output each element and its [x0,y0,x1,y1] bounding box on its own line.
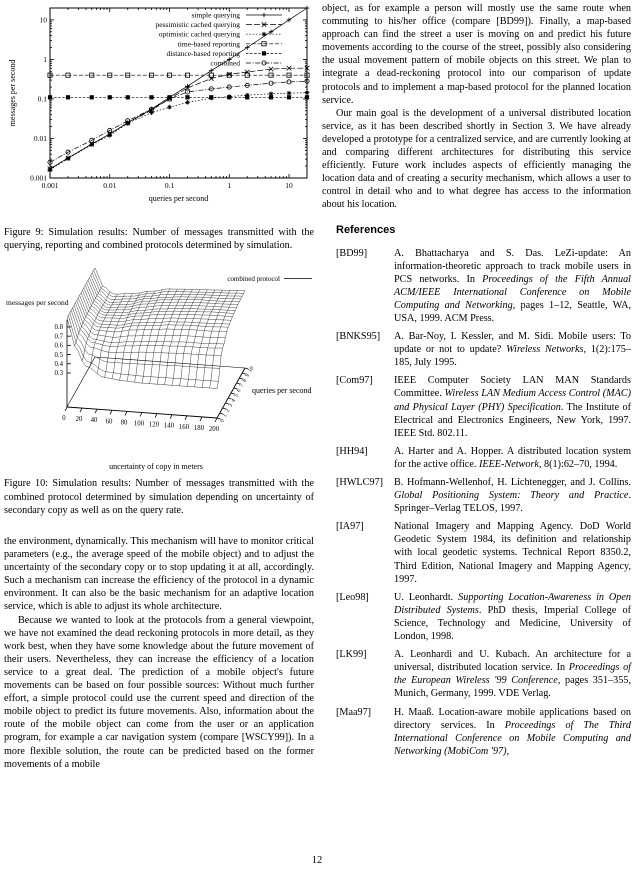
svg-text:combined: combined [210,58,240,68]
svg-text:messages per second: messages per second [6,298,69,308]
svg-text:200: 200 [208,426,220,434]
reference-text: A. Bar-Noy, I. Kessler, and M. Sidi. Mobile users: To update or not to update? Wireless Networks, 1(2):175–185, July 1995. [394,331,631,369]
left-column [4,0,314,771]
reference-label: [BD99] [336,247,368,259]
reference-label: [LK99] [336,649,367,661]
reference-label: [Leo98] [336,591,369,603]
svg-text:1: 1 [227,181,232,190]
svg-text:0.3: 0.3 [54,370,63,378]
svg-text:1: 1 [222,413,229,420]
svg-text:10: 10 [285,181,293,190]
svg-text:6: 6 [236,388,243,395]
svg-text:7: 7 [238,383,246,390]
svg-text:pessimistic cached querying: pessimistic cached querying [155,20,240,30]
svg-text:20: 20 [75,416,83,424]
references-list [322,247,631,758]
reference-label: [Maa97] [336,706,372,718]
right-column [322,2,631,763]
svg-text:140: 140 [163,423,175,431]
svg-text:0: 0 [219,418,226,425]
paragraph: the environment, dynamically. This mechanism will have to monitor critical parameters (e.g., the average speed of the mobile object) and to adjust the uncertainty of the secondary copy or to stop updating it at all, accordingly. Such a mechanism can increase the efficiency of the protocol in a dynamic environment. It can also be the basic mechanism for an adaptive location service, which is able to adjust its whole architecture. [4,536,314,613]
svg-text:8: 8 [241,378,249,385]
svg-text:0.1: 0.1 [37,94,47,104]
svg-text:160: 160 [178,424,190,432]
svg-text:1: 1 [43,55,47,65]
svg-text:time-based reporting: time-based reporting [177,39,240,49]
svg-text:5: 5 [233,393,240,400]
svg-text:0.7: 0.7 [54,333,63,341]
svg-text:0: 0 [62,415,66,423]
reference-entry [336,520,631,585]
svg-text:0.01: 0.01 [33,134,47,144]
svg-text:60: 60 [105,418,113,426]
reference-entry [336,648,631,700]
reference-label: [IA97] [336,521,364,533]
fig9-caption: Figure 9: Simulation results: Number of messages transmitted with the querying, reporting and combined protocols determined by simulation. [4,227,314,252]
reference-label: [HWLC97] [336,477,383,488]
svg-text:9: 9 [244,373,251,380]
svg-text:0.01: 0.01 [103,181,117,190]
svg-text:10: 10 [39,15,47,25]
reference-entry [336,247,631,326]
reference-text: A. Leonhardi and U. Kubach. An architecture for a universal, distributed location service. In Proceedings of the European Wireless '99 Conference, pages 351–355, Munich, Germany, 1999. VDE Verlag. [394,649,631,700]
reference-entry [336,445,631,471]
svg-text:distance-based reporting: distance-based reporting [166,48,240,58]
svg-text:0.6: 0.6 [54,342,63,350]
reference-entry [336,374,631,439]
svg-text:queries per second: queries per second [252,386,312,396]
svg-text:0.001: 0.001 [30,173,47,183]
references-heading: References [336,223,396,236]
svg-text:2: 2 [224,408,232,415]
paragraph: Because we wanted to look at the protocols from a general viewpoint, we have not examined the dead reckoning protocols in more detail, as they work best, when they have some knowledge about the future movement of their users. Nevertheless, they can increase the efficiency of a location service to a great deal. The prediction of a mobile object's future movements can be based on four possible sources: Without much further effort, a simple protocol could use the current speed and direction of the mobile object to predict its future movements. Also, information about the route of the mobile object can come from the user or an application program, for example a car navigation system (compare [WSCY99]). In a more flexible solution, the route can be predicted based on the former movements of a mobile [4,614,314,770]
svg-text:combined protocol: combined protocol [227,275,280,284]
svg-text:0.4: 0.4 [54,361,63,369]
svg-text:120: 120 [148,422,160,430]
svg-text:0.5: 0.5 [54,352,63,360]
fig10-surface-chart [4,268,314,473]
svg-text:100: 100 [133,420,145,428]
reference-text: B. Hofmann-Wellenhof, H. Lichtenegger, and J. Collins. Global Positioning System: Theory and Practice. Springer–Verlag TELOS, 1997. [394,477,631,515]
svg-text:10: 10 [247,366,256,375]
reference-label: [Com97] [336,375,373,387]
svg-text:0.1: 0.1 [164,181,175,190]
reference-text: IEEE Computer Society LAN MAN Standards Committee. Wireless LAN Medium Access Control (MAC) and Physical Layer (PHY) Specification. The Institute of Electrical and Electronics Engineers, New York, 1997. IEEE Std. 802.11. [394,375,632,439]
left-body-text [4,535,314,771]
reference-text: A. Harter and A. Hopper. A distributed location system for the active office. IEEE-Network, 8(1):62–70, 1994. [394,445,631,470]
svg-text:queries per second: queries per second [148,194,209,203]
paragraph: object, as for example a person will mostly use the same route when commuting to his/her office (compare [BD99]). Finally, a map-based approach can find the street a user is moving on and predict his future movements according to the course of the street, possibly also considering the usual movement pattern of mobile objects on this street. We plan to integrate a dead-reckoning protocol into our comparison of update protocols and to implement a map-based protocol for the planned location service. [322,3,631,106]
svg-text:uncertainty of copy in meters: uncertainty of copy in meters [109,462,203,472]
svg-text:0.001: 0.001 [41,181,59,190]
paragraph: Our main goal is the development of a universal distributed location service, as it has been described shortly in Section 3. We have already developed a prototype for a centralized service, and are currently looking at and comparing different architectures for distributing this service efficiently. Future work includes aspects of efficiently managing the location data and of creating a security mechanism, which allows a user to control in detail who and to what degree has access to the information about his location. [322,107,631,211]
reference-text: H. Maaß. Location-aware mobile applications based on directory services. In Proceedings of The Third International Conference on Mobile Computing and Networking (MobiCom '97), [394,706,631,757]
svg-text:4: 4 [230,398,237,405]
reference-text: National Imagery and Mapping Agency. DoD World Geodetic System 1984, its definition and relationship with local geodetic systems. Technical Report 8350.2, Third Edition, National Imagery and Mapping Agency, 1997. [394,521,631,585]
reference-label: [HH94] [336,445,368,457]
reference-entry [336,330,631,369]
reference-entry [336,476,631,515]
svg-text:0.8: 0.8 [54,324,63,332]
svg-text:optimistic cached querying: optimistic cached querying [158,29,240,39]
reference-text: A. Bhattacharya and S. Das. LeZi-update: An information-theoretic approach to track mobile users in PCS networks. In Proceedings of the Fifth Annual ACM/IEEE International Conference on Mobile Computing and Networking, pages 1–12, Seattle, WA, USA, 1999. ACM Press. [394,247,632,324]
svg-text:messages per second: messages per second [8,59,17,127]
svg-text:80: 80 [120,419,128,427]
reference-label: [BNKS95] [336,331,381,343]
svg-text:3: 3 [227,403,235,410]
svg-text:40: 40 [90,417,98,425]
fig9-line-chart [4,0,314,210]
fig10-wrap [4,268,314,473]
reference-entry [336,706,631,758]
svg-text:simple querying: simple querying [191,10,240,20]
reference-entry [336,591,631,643]
svg-text:180: 180 [193,425,205,433]
fig10-caption: Figure 10: Simulation results: Number of messages transmitted with the combined protocol determined by simulation depending on uncertainty of secondary copy as well as on the query rate. [4,478,314,516]
page-number: 12 [311,855,323,866]
reference-text: U. Leonhardt. Supporting Location-Awareness in Open Distributed Systems. PhD thesis, Imperial College of Science, Technology and Medicine, University of London, 1998. [394,591,631,643]
